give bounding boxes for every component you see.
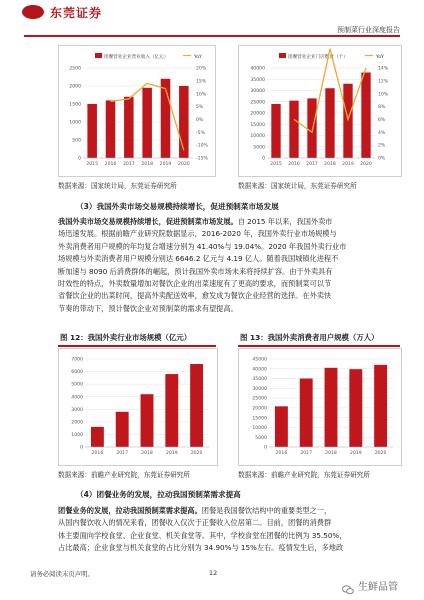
- x-tick-label: 2015: [86, 162, 99, 167]
- y-tick-label: 1000: [69, 120, 81, 126]
- x-tick-label: 2017: [300, 451, 313, 456]
- figure-title: 图 13：我国外卖消费者用户规模（万人）: [240, 333, 379, 342]
- x-tick-label: 2016: [275, 451, 288, 456]
- legend-label: YoY: [376, 55, 384, 60]
- y2-tick-label: 0%: [378, 156, 386, 162]
- x-tick-label: 2018: [141, 451, 153, 456]
- legend-label: 团餐营业企业营业收入（亿元）: [104, 55, 169, 60]
- chart-source: 数据来源：国家统计局，东莞证券研究所: [58, 182, 177, 190]
- chart-stores-svg: [239, 46, 401, 176]
- paragraph-line: 场迅速发展。根据前瞻产业研究院数据显示，2016-2020 年，我国外卖行业市场规模与: [58, 229, 337, 239]
- y-tick-label: 15000: [250, 122, 265, 128]
- chart-stores: [238, 45, 402, 177]
- x-tick-label: 2016: [288, 162, 300, 167]
- legend-swatch: [95, 53, 102, 58]
- x-tick-label: 2016: [91, 451, 104, 456]
- chart-source: 数据来源：前瞻产业研究院，东莞证券研究所: [58, 471, 190, 479]
- y-tick-label: 5000: [255, 435, 267, 441]
- paragraph-line: 团餐是我国餐饮结构中的重要类型之一，: [201, 506, 332, 515]
- paragraph-line: 时效性的特点，外卖数量增加对餐饮企业的出菜速度有了更高的要求，而预制菜可以节: [58, 279, 332, 289]
- paragraph-line: 节奏的带动下，预计餐饮企业对预制菜的需求有望提高。: [58, 303, 238, 313]
- y-tick-label: 4000: [71, 395, 83, 401]
- y-tick-label: 500: [72, 138, 81, 144]
- x-tick-label: 2017: [116, 451, 129, 456]
- header-divider: [24, 35, 400, 37]
- bar: [349, 369, 362, 447]
- paragraph-line: 场规模与外卖消费者用户规模分别达 6646.2 亿元与 4.19 亿人。随着我国城镇化进程不: [58, 254, 339, 264]
- brand-logo-mark: [22, 5, 44, 19]
- y-tick-label: 35000: [252, 377, 267, 383]
- x-tick-label: 2018: [141, 162, 154, 167]
- watermark-brand: 生鲜品管: [358, 582, 398, 593]
- y2-tick-label: 2%: [378, 143, 386, 149]
- y-tick-label: 30000: [250, 89, 265, 95]
- legend-label: 团餐营业企业门店数量（个）: [288, 55, 348, 60]
- y-tick-label: 45000: [252, 357, 267, 363]
- y-tick-label: 30000: [252, 386, 267, 392]
- x-tick-label: 2020: [374, 451, 387, 456]
- bar: [142, 88, 152, 158]
- bar: [116, 412, 129, 447]
- y-tick-label: 20000: [252, 406, 267, 412]
- bar: [275, 406, 288, 447]
- wechat-icon: [342, 580, 354, 590]
- bar: [307, 98, 316, 158]
- x-tick-label: 2017: [122, 162, 135, 167]
- legend-swatch: [279, 53, 286, 58]
- y-tick-label: 7000: [71, 357, 83, 363]
- report-title: 预制菜行业深度报告: [337, 26, 400, 34]
- y2-tick-label: 20%: [196, 66, 207, 72]
- chart-revenue-svg: [59, 46, 215, 176]
- section-heading: （3）我国外卖市场交易规模持续增长，促进预制菜市场发展: [76, 202, 279, 211]
- x-tick-label: 2015: [270, 162, 282, 167]
- y-tick-label: 2000: [71, 420, 83, 426]
- bar: [87, 104, 97, 158]
- paragraph-lead: 我国外卖市场交易规模持续增长，促进预制菜市场发展。: [58, 217, 238, 226]
- y-tick-label: 2500: [69, 66, 81, 72]
- y-tick-label: 0: [262, 156, 265, 162]
- y-tick-label: 6000: [71, 370, 83, 376]
- x-tick-label: 2019: [342, 162, 354, 167]
- x-tick-label: 2016: [104, 162, 117, 167]
- y-tick-label: 35000: [250, 77, 265, 83]
- x-tick-label: 2018: [324, 162, 336, 167]
- legend-label: YoY: [194, 55, 202, 60]
- figure-title: 图 12：我国外卖行业市场规模（亿元）: [60, 333, 192, 342]
- paragraph-line: 断加速与 8090 后消费群体的崛起，预计我国外卖市场未来将持续扩容。由于外卖具有: [58, 266, 333, 276]
- paragraph-line: 省餐饮企业的出菜时间，提高外卖配送效率，愈发成为餐饮企业经营的选择。在外卖快: [58, 291, 332, 301]
- x-tick-label: 2019: [165, 451, 178, 456]
- footer-disclaimer: 请务必阅读末页声明。: [30, 570, 94, 578]
- paragraph-line: 自 2015 年以来，我国外卖市: [237, 217, 333, 226]
- chart-revenue: [58, 45, 216, 177]
- x-tick-label: 2019: [159, 162, 172, 167]
- section-heading: （4）团餐业务的发展，拉动我国预制菜需求提高: [76, 490, 241, 499]
- bar: [325, 368, 338, 447]
- paragraph-line: 体主要面向学校食堂、企业食堂、机关食堂等。其中，学校食堂在团餐的比例为 35.50%，: [58, 530, 347, 540]
- y-tick-label: 40000: [252, 367, 267, 373]
- y-tick-label: 0: [264, 445, 267, 451]
- chart-takeout-users-svg: [239, 349, 401, 465]
- section-paragraph: [58, 216, 398, 315]
- paragraph-line: 占比最高；企业食堂与机关食堂的占比分别为 34.90%与 15%左右。疫情发生后，多地政: [58, 543, 344, 553]
- chart-takeout-users: [238, 348, 402, 466]
- bar: [190, 364, 203, 447]
- y-tick-label: 0: [80, 445, 83, 451]
- y2-tick-label: 0%: [196, 118, 204, 124]
- y-tick-label: 10000: [252, 426, 267, 432]
- bar: [179, 86, 189, 158]
- y2-tick-label: 4%: [378, 130, 386, 136]
- paragraph-line: 从国内餐饮收入的情况来看，团餐收入仅次于正餐收入位居第二。目前，团餐的消费群: [58, 518, 332, 528]
- y-tick-label: 25000: [252, 396, 267, 402]
- bar: [106, 100, 116, 158]
- bar: [289, 101, 298, 158]
- y2-tick-label: 15%: [196, 79, 207, 85]
- bar: [374, 365, 387, 447]
- y-tick-label: 1000: [71, 433, 83, 439]
- x-tick-label: 2019: [349, 451, 362, 456]
- y-tick-label: 2000: [69, 84, 81, 90]
- bar: [271, 104, 280, 158]
- y2-tick-label: 12%: [378, 79, 389, 85]
- y2-tick-label: 14%: [378, 66, 389, 72]
- y-tick-label: 1500: [69, 102, 81, 108]
- section-paragraph: [58, 505, 398, 555]
- y2-tick-label: -5%: [196, 130, 205, 136]
- bar: [325, 88, 334, 158]
- bar: [124, 97, 134, 158]
- y2-tick-label: 5%: [196, 105, 204, 111]
- chart-source: 数据来源：国家统计局，东莞证券研究所: [238, 182, 357, 190]
- y2-tick-label: -15%: [196, 156, 208, 162]
- y2-tick-label: 6%: [378, 118, 386, 124]
- bar: [300, 379, 313, 447]
- paragraph-lead: 团餐业务的发展，拉动我国预制菜需求提高。: [58, 506, 202, 515]
- x-tick-label: 2020: [190, 451, 203, 456]
- x-tick-label: 2020: [360, 162, 372, 167]
- y-tick-label: 40000: [250, 66, 265, 72]
- bar: [165, 374, 178, 447]
- figure-title-rule: [58, 345, 216, 347]
- bar: [91, 427, 104, 447]
- y-tick-label: 20000: [250, 111, 265, 117]
- y2-tick-label: -10%: [196, 143, 208, 149]
- x-tick-label: 2020: [177, 162, 190, 167]
- bar: [141, 394, 154, 447]
- chart-takeout-market: [58, 348, 218, 466]
- y2-tick-label: 10%: [378, 92, 389, 98]
- y-tick-label: 25000: [250, 100, 265, 106]
- chart-source: 数据来源：前瞻产业研究院，东莞证券研究所: [238, 471, 370, 479]
- y2-tick-label: 8%: [378, 105, 386, 111]
- bar: [361, 73, 370, 159]
- y-tick-label: 10000: [250, 134, 265, 140]
- y-tick-label: 5000: [253, 145, 265, 151]
- y-tick-label: 15000: [252, 416, 267, 422]
- y2-tick-label: 10%: [196, 92, 207, 98]
- y-tick-label: 0: [78, 156, 81, 162]
- chart-takeout-market-svg: [59, 349, 217, 465]
- paragraph-line: 外卖消费者用户规模的年均复合增速分别为 41.40%与 19.04%。2020 年我国外卖行业市: [58, 241, 347, 251]
- x-tick-label: 2017: [306, 162, 318, 167]
- y-tick-label: 5000: [71, 382, 83, 388]
- page-number: 12: [209, 569, 218, 577]
- brand-logo-text: 东莞证券: [50, 6, 103, 20]
- figure-title-rule: [238, 345, 400, 347]
- y-tick-label: 3000: [71, 407, 83, 413]
- x-tick-label: 2018: [325, 451, 337, 456]
